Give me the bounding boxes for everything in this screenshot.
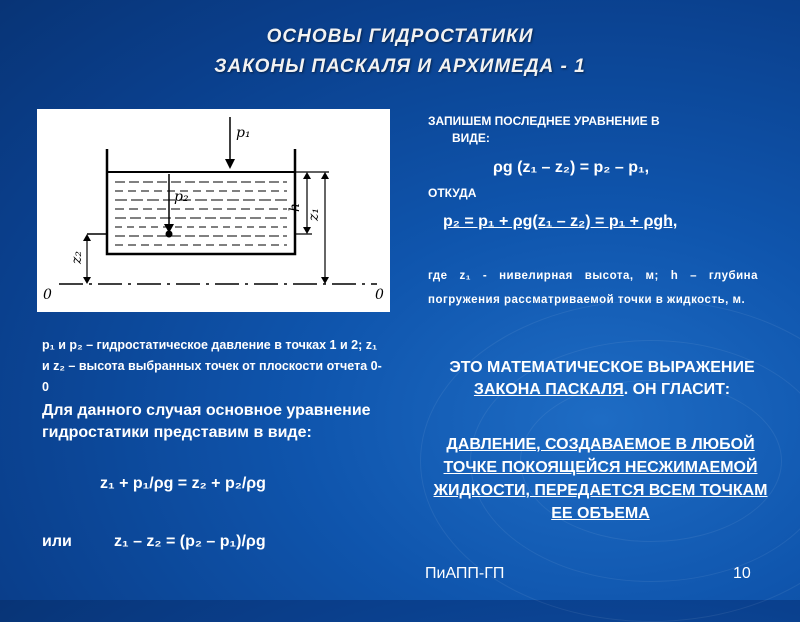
write-equation-line2: ВИДЕ: <box>452 131 490 145</box>
pascal-law-statement: ДАВЛЕНИЕ, СОЗДАВАЕМОЕ В ЛЮБОЙ ТОЧКЕ ПОКОЯЩЕЙСЯ НЕСЖИМАЕМОЙ ЖИДКОСТИ, ПЕРЕДАЕТСЯ ВСЕМ ТОЧКАМ ЕЕ ОБЪЕМА <box>433 436 768 522</box>
z1-arrowhead-bottom <box>321 277 329 284</box>
z2-arrowhead-top <box>83 234 91 241</box>
pascal-law-link: ЗАКОНА ПАСКАЛЯ <box>473 381 624 398</box>
rho-g-equation: ρg (z₁ – z₂) = p₂ – p₁, <box>493 159 650 176</box>
footer-page-number: 10 <box>733 565 751 582</box>
write-equation-line1: ЗАПИШЕМ ПОСЛЕДНЕЕ УРАВНЕНИЕ В <box>428 114 660 128</box>
height-difference-equation: z₁ – z₂ = (p₂ – p₁)/ρg <box>114 533 266 550</box>
p1-arrowhead <box>225 159 235 169</box>
h-arrowhead-top <box>303 172 311 179</box>
label-h: h <box>287 202 303 212</box>
or-label: или <box>42 533 72 550</box>
left-explanation <box>42 335 382 444</box>
slide-title-line2: ЗАКОНЫ ПАСКАЛЯ И АРХИМЕДА - 1 <box>214 56 586 77</box>
h-arrowhead-bottom <box>303 227 311 234</box>
footer-course-label: ПиАПП-ГП <box>425 565 505 582</box>
tank-walls <box>107 149 295 254</box>
label-z1: z₁ <box>306 208 322 221</box>
label-z2: z₂ <box>69 251 85 264</box>
variable-definitions: где z₁ - нивелирная высота, м; h – глубина погружения рассматриваемой точки в жидкость, м. <box>428 270 758 306</box>
label-p1: p₁ <box>236 125 251 141</box>
z2-arrowhead-bottom <box>83 277 91 284</box>
pressure-definition: p₁ и p₂ – гидростатическое давление в точках 1 и 2; z₁ и z₂ – высота выбранных точек от плоскости отчета 0-0 <box>42 338 382 394</box>
pascal-intro-tail: . ОН ГЛАСИТ: <box>623 381 731 398</box>
tank-diagram-svg <box>37 109 390 312</box>
z1-arrowhead-top <box>321 172 329 179</box>
pascal-law-intro <box>437 357 767 401</box>
pascal-intro-text: ЭТО МАТЕМАТИЧЕСКОЕ ВЫРАЖЕНИЕ <box>449 359 755 376</box>
point-2-dot <box>166 231 173 238</box>
label-zero-right: 0 <box>375 287 384 303</box>
slide-title-line1: ОСНОВЫ ГИДРОСТАТИКИ <box>266 26 534 47</box>
equation-intro: Для данного случая основное уравнение гидростатики представим в виде: <box>42 402 371 441</box>
label-p2: p₂ <box>174 189 189 205</box>
whence-label: ОТКУДА <box>428 186 477 200</box>
pressure-result-equation: p₂ = p₁ + ρg(z₁ – z₂) = p₁ + ρgh, <box>443 213 678 230</box>
label-zero-left: 0 <box>43 287 52 303</box>
water-hatching <box>115 182 287 245</box>
basic-hydrostatic-equation: z₁ + p₁/ρg = z₂ + p₂/ρg <box>100 475 266 492</box>
hydrostatic-diagram <box>37 109 390 312</box>
